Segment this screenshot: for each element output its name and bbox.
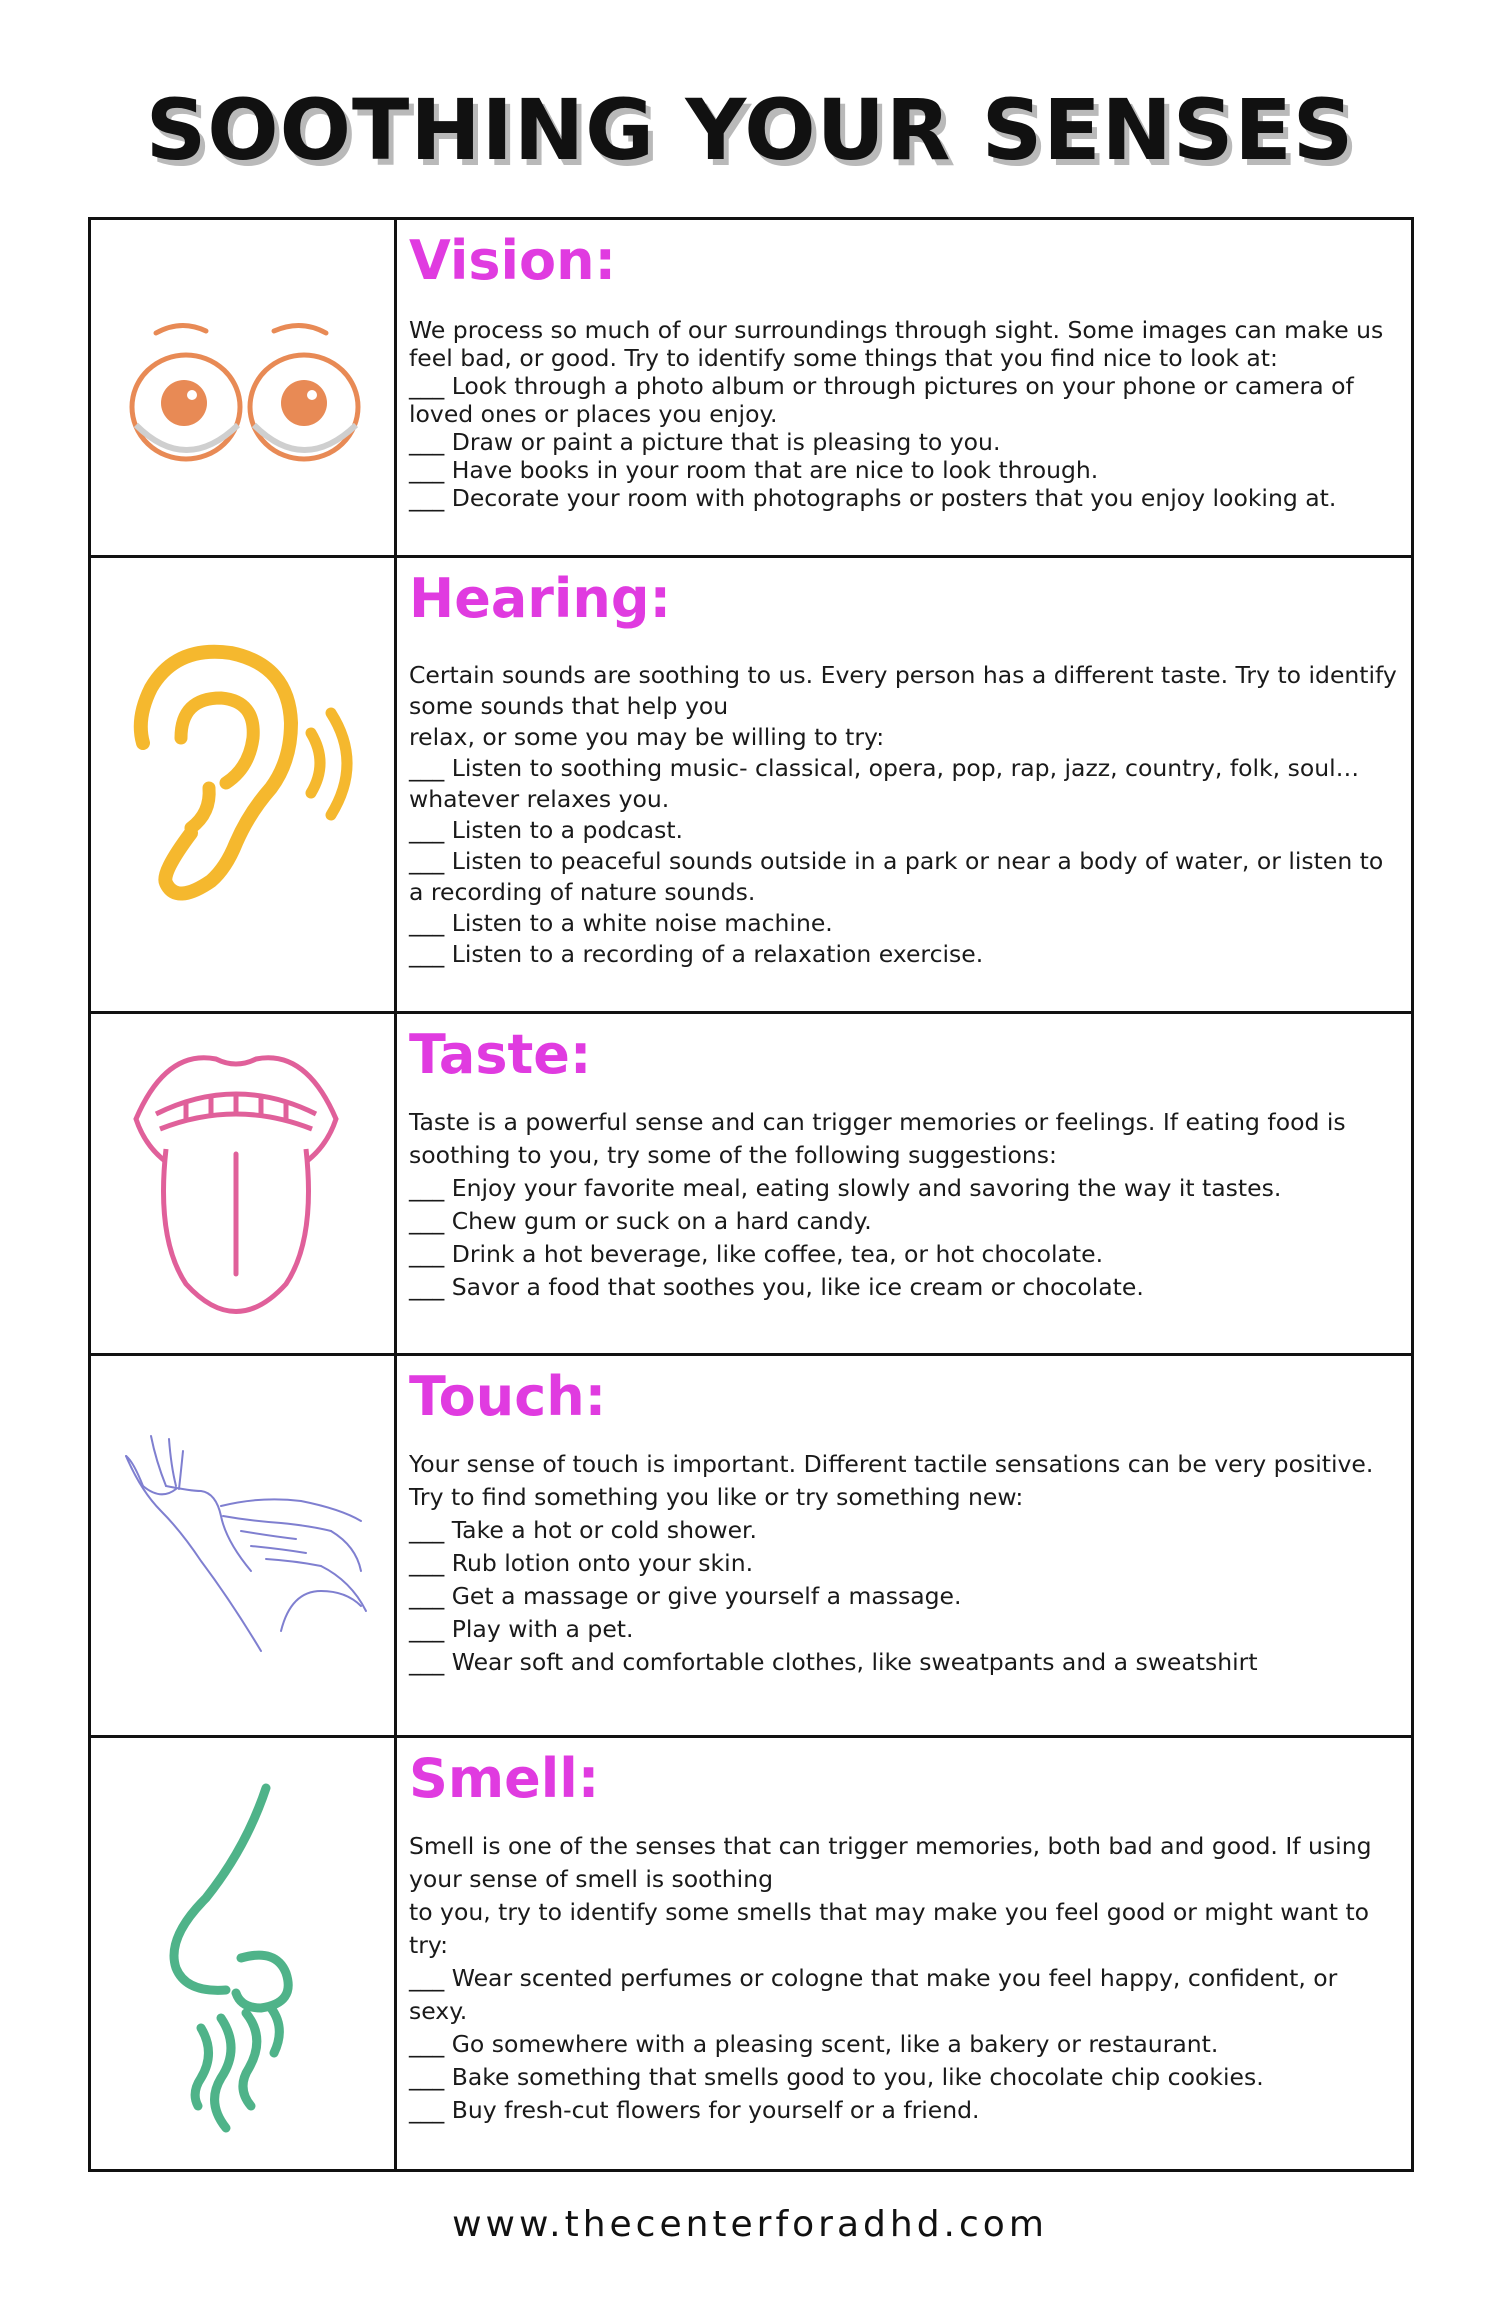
section-vision xyxy=(91,220,1411,558)
section-heading: Vision: xyxy=(409,229,617,292)
checklist-item: ___ Decorate your room with photographs or posters that you enjoy looking at. xyxy=(409,484,1337,512)
checklist-item: ___ Bake something that smells good to you, like chocolate chip cookies. xyxy=(409,2063,1264,2091)
checklist-item: ___ Look through a photo album or through pictures on your phone or camera of loved ones or places you enjoy. xyxy=(409,372,1354,428)
section-body xyxy=(409,1106,1401,1304)
smell-icon-cell xyxy=(91,1738,397,2169)
taste-icon-cell xyxy=(91,1014,397,1353)
intro-text: We process so much of our surroundings through sight. Some images can make us feel bad, or good. Try to identify some things that you find nice to look at: xyxy=(409,316,1384,372)
smell-text xyxy=(409,1738,1401,2169)
section-heading: Hearing: xyxy=(409,567,672,630)
touch-icon-cell xyxy=(91,1356,397,1735)
touch-text xyxy=(409,1356,1401,1735)
section-body xyxy=(409,660,1401,970)
checklist-item: ___ Drink a hot beverage, like coffee, tea, or hot chocolate. xyxy=(409,1240,1104,1268)
section-smell xyxy=(91,1738,1411,2169)
section-body xyxy=(409,316,1401,512)
checklist-item: ___ Play with a pet. xyxy=(409,1615,634,1643)
section-touch xyxy=(91,1356,1411,1738)
intro-text: Smell is one of the senses that can trigger memories, both bad and good. If using your sense of smell is soothing xyxy=(409,1832,1372,1893)
footer-website: www.thecenterforadhd.com xyxy=(452,2204,1048,2245)
hands-icon xyxy=(121,1431,371,1661)
checklist-item: ___ Have books in your room that are nice to look through. xyxy=(409,456,1099,484)
checklist-item: ___ Wear soft and comfortable clothes, like sweatpants and a sweatshirt xyxy=(409,1648,1258,1676)
section-heading: Touch: xyxy=(409,1365,607,1428)
section-body xyxy=(409,1448,1401,1679)
checklist-item: ___ Go somewhere with a pleasing scent, like a bakery or restaurant. xyxy=(409,2030,1219,2058)
eyes-icon xyxy=(126,315,366,465)
checklist-item: ___ Listen to soothing music- classical, opera, pop, rap, jazz, country, folk, soul… whatever relaxes you. xyxy=(409,754,1360,813)
taste-text xyxy=(409,1014,1401,1353)
intro-text: Taste is a powerful sense and can trigger memories or feelings. If eating food is soothing to you, try some of the following suggestions: xyxy=(409,1108,1346,1169)
checklist-item: ___ Get a massage or give yourself a massage. xyxy=(409,1582,962,1610)
checklist-item: ___ Wear scented perfumes or cologne that make you feel happy, confident, or sexy. xyxy=(409,1964,1338,2025)
checklist-item: ___ Draw or paint a picture that is pleasing to you. xyxy=(409,428,1001,456)
vision-text xyxy=(409,220,1401,555)
page-title: SOOTHING YOUR SENSES xyxy=(145,81,1355,179)
intro-text: relax, or some you may be willing to try: xyxy=(409,723,885,751)
ear-icon xyxy=(131,643,361,903)
checklist-item: ___ Chew gum or suck on a hard candy. xyxy=(409,1207,872,1235)
checklist-item: ___ Listen to peaceful sounds outside in a park or near a body of water, or listen to a recording of nature sounds. xyxy=(409,847,1384,906)
intro-text: Certain sounds are soothing to us. Every person has a different taste. Try to identify some sounds that help you xyxy=(409,661,1397,720)
checklist-item: ___ Rub lotion onto your skin. xyxy=(409,1549,754,1577)
intro-text: Your sense of touch is important. Different tactile sensations can be very positive. Try to find something you like or try something new: xyxy=(409,1450,1374,1511)
senses-table xyxy=(88,217,1414,2172)
vision-icon-cell xyxy=(91,220,397,555)
checklist-item: ___ Savor a food that soothes you, like ice cream or chocolate. xyxy=(409,1273,1144,1301)
mouth-tongue-icon xyxy=(126,1039,346,1329)
checklist-item: ___ Listen to a recording of a relaxation exercise. xyxy=(409,940,984,968)
section-hearing xyxy=(91,558,1411,1014)
hearing-text xyxy=(409,558,1401,1011)
checklist-item: ___ Take a hot or cold shower. xyxy=(409,1516,758,1544)
intro-text: to you, try to identify some smells that may make you feel good or might want to try: xyxy=(409,1898,1370,1959)
checklist-item: ___ Listen to a podcast. xyxy=(409,816,684,844)
hearing-icon-cell xyxy=(91,558,397,1011)
section-heading: Taste: xyxy=(409,1023,592,1086)
nose-icon xyxy=(146,1778,346,2138)
section-heading: Smell: xyxy=(409,1747,600,1810)
section-body xyxy=(409,1830,1401,2127)
section-taste xyxy=(91,1014,1411,1356)
checklist-item: ___ Enjoy your favorite meal, eating slowly and savoring the way it tastes. xyxy=(409,1174,1282,1202)
checklist-item: ___ Buy fresh-cut flowers for yourself or a friend. xyxy=(409,2096,980,2124)
checklist-item: ___ Listen to a white noise machine. xyxy=(409,909,833,937)
